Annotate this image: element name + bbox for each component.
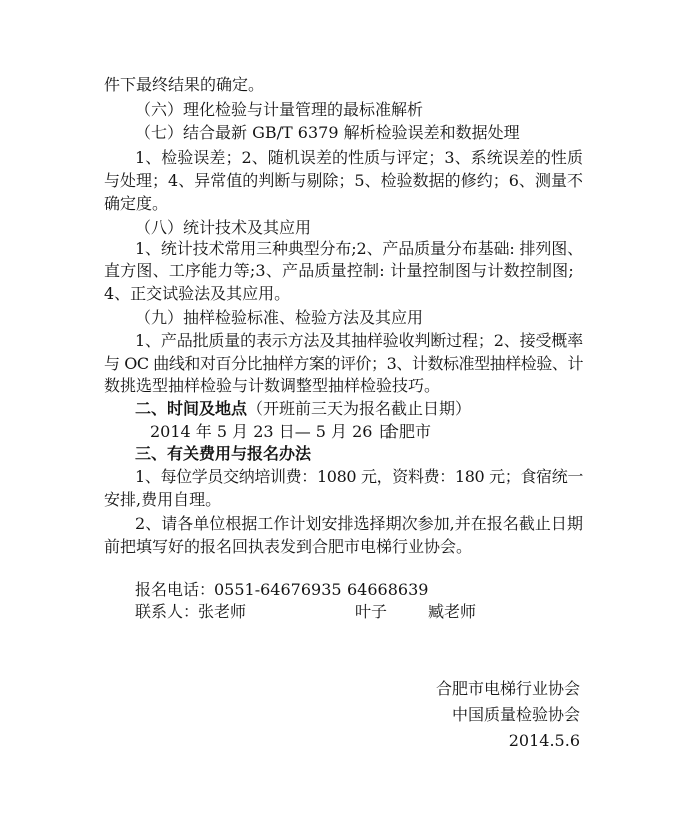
register-line: 2、请各单位根据工作计划安排选择期次参加,并在报名截止日期 [135, 514, 583, 533]
part-3-heading: 三、有关费用与报名办法 [135, 444, 312, 463]
section-9-body-line: 数挑选型抽样检验与计数调整型抽样检验技巧。 [104, 376, 441, 395]
section-9-title: （九）抽样检验标准、检验方法及其应用 [135, 308, 424, 327]
contact-person: 臧老师 [428, 602, 477, 621]
section-7-body-line: 与处理；4、异常值的判断与剔除；5、检验数据的修约；6、测量不 [104, 171, 583, 190]
section-7-body-line: 1、检验误差；2、随机误差的性质与评定；3、系统误差的性质 [135, 148, 583, 167]
phone-label: 报名电话： [135, 580, 216, 599]
section-8-title: （八）统计技术及其应用 [135, 218, 312, 237]
section-9-body-line: 1、产品批质量的表示方法及其抽样验收判断过程；2、接受概率 [135, 331, 583, 350]
signature-org-1: 合肥市电梯行业协会 [435, 679, 580, 698]
part-2-heading-line [135, 398, 471, 420]
phone-number-1: 0551-64676935 [214, 580, 342, 599]
contact-person: 张老师 [198, 602, 247, 621]
fee-line: 安排,费用自理。 [104, 490, 222, 509]
contact-person: 叶子 [355, 602, 388, 621]
section-9-body-line: 与 OC 曲线和对百分比抽样方案的评价；3、计数标准型抽样检验、计 [104, 354, 583, 373]
signature-org-2: 中国质量检验协会 [451, 705, 580, 724]
register-line: 前把填写好的报名回执表发到合肥市电梯行业协会。 [104, 537, 473, 556]
contact-label: 联系人： [135, 602, 200, 621]
continuation-text: 件下最终结果的确定。 [104, 75, 265, 94]
schedule-place: 合肥市 [383, 422, 432, 441]
section-7-body-line: 确定度。 [104, 194, 169, 213]
part-2-heading: 二、时间及地点 [135, 399, 248, 418]
section-8-body-line: 直方图、工序能力等;3、产品质量控制: 计量控制图与计数控制图; [104, 261, 574, 280]
section-7-title: （七）结合最新 GB/T 6379 解析检验误差和数据处理 [135, 123, 520, 142]
signature-date: 2014.5.6 [508, 731, 580, 750]
fee-line: 1、每位学员交纳培训费：1080 元，资料费：180 元；食宿统一 [135, 467, 583, 486]
section-8-body-line: 4、正交试验法及其应用。 [104, 284, 291, 303]
phone-number-2: 64668639 [347, 580, 429, 599]
schedule-date: 2014 年 5 月 23 日— 5 月 26 日 [150, 422, 394, 441]
part-2-note: （开班前三天为报名截止日期） [247, 399, 472, 418]
section-8-body-line: 1、统计技术常用三种典型分布;2、产品质量分布基础: 排列图、 [135, 239, 583, 258]
section-6-title: （六）理化检验与计量管理的最标准解析 [135, 100, 424, 119]
